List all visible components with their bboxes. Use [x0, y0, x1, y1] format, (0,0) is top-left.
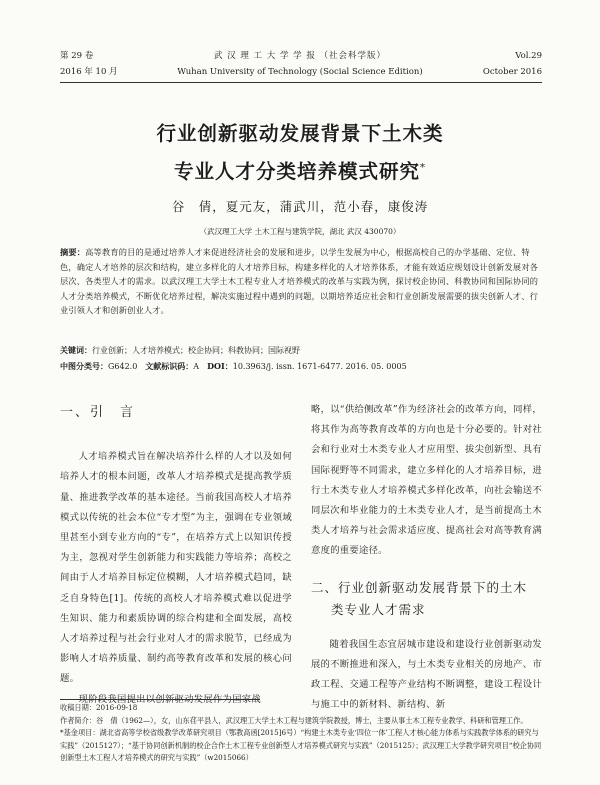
section-2-heading-line-2: 类专业人才需求	[331, 601, 426, 617]
received-date: 收稿日期：2016-09-18	[60, 703, 138, 712]
clc-code: G642.0	[108, 362, 138, 371]
abstract-text: 高等教育的目的是通过培养人才来促进经济社会的发展和进步，以学生发展为中心，根据高校自己的办学基础、定位、特色，确定人才培养的层次和结构，建立多样化的人才培养目标，构建多样化的人才培养体系，才能有效适应规划设计创新发展对各层次、各类型人才的需求。以武汉理工大学土木工程专业人才培养模式的改革与实践为例，探讨校企协同、科教协同和国际协同的人才分类培养模式，不断优化培养过程，解决实施过程中遇到的问题，以期培养适应社会和行业创新发展需要的拔尖创新人才、行业引领人才和创新创业人才。	[60, 247, 539, 316]
title-footnote-mark: *	[420, 162, 426, 174]
right-paragraph-2: 随着我国生态宜居城市建设和建设行业创新驱动发展的不断推进和深入，与土木类专业相关的房地产、市政工程、交通工程等产业结构不断调整，建设工程设计与施工中的新材料、新结构、新	[311, 638, 542, 711]
date-cn: 2016 年 10 月	[60, 67, 118, 77]
affiliation: （武汉理工大学 土木工程与建筑学院，湖北 武汉 430070）	[199, 227, 401, 236]
title-line-1: 行业创新驱动发展背景下土木类	[156, 122, 444, 145]
intro-paragraph-1: 人才培养模式旨在解决培养什么样的人才以及如何培养人才的根本问题，改革人才培养模式是提高教学质量、推进教学改革的基本途径。当前我国高校人才培养模式以传统的社会本位“专才型”为主，强调在专业领域里甚至小到专业方向的“专”，在培养方式上以知识传授为主，忽视对学生创新能力和实践能力等培养；高校之间由于人才培养目标定位模糊，人才培养模式趋同，缺乏自身特色[1]。传统的高校人才培养模式难以促进学生知识、能力和素质协调的综合构建和全面发展，高校人才培养过程与社会行业对人才的需求脱节，已经成为影响人才培养质量、制约高等教育改革和发展的核心问题。	[60, 451, 292, 685]
intro-paragraph-2: 现阶段我国提出以创新驱动发展作为国家战	[78, 693, 261, 705]
doi: 10.3963/j. issn. 1671-6477. 2016. 05. 0005	[232, 362, 407, 371]
right-column	[311, 400, 542, 715]
keywords: 行业创新；人才培养模式；校企协同；科教协同；国际视野	[92, 346, 300, 355]
author-bio: 作者简介：谷 倩（1962—），女，山东荏平县人，武汉理工大学土木工程与建筑学院教授，博士，主要从事土木工程专业教学、科研和管理工作。	[60, 715, 528, 725]
keywords-label: 关键词：	[60, 345, 92, 355]
left-column	[60, 403, 292, 710]
title-line-2-text: 专业人才分类培养模式研究	[173, 160, 420, 183]
date-en: October 2016	[482, 67, 542, 77]
author-list: 谷 倩，夏元友，蒲武川，范小春，康俊涛	[171, 199, 429, 214]
footnotes	[60, 702, 542, 765]
keywords-line	[60, 345, 542, 356]
title-line-2	[0, 156, 600, 184]
section-2-heading	[311, 577, 542, 621]
section-2-heading-line-1: 二、行业创新驱动发展背景下的土木	[311, 579, 528, 595]
abstract-label: 摘要：	[60, 247, 86, 257]
classification-line	[60, 361, 542, 372]
clc-label: 中图分类号：	[60, 361, 108, 371]
right-paragraph-1: 略，以“供给侧改革”作为经济社会的改革方向，同样，将其作为高等教育改革的方向也是十分必要的。针对社会和行业对土木类专业人才应用型、拔尖创新型、具有国际视野等不同需求，建立多样化的人才培养目标，进行土木类专业人才培养模式多样化改革，向社会输送不同层次和毕业能力的土木类专业人才，是当前提高土木类人才培养与社会需求适应度、提高社会对高等教育满意度的重要途径。	[311, 404, 542, 557]
journal-title-cn: 武 汉 理 工 大 学 学 报 （社会科学版）	[213, 51, 387, 61]
volume-cn: 第 29 卷	[60, 51, 94, 61]
doc-code: A	[193, 362, 200, 371]
doi-label: DOI：	[207, 361, 233, 371]
abstract	[60, 245, 542, 318]
header-rule	[60, 82, 542, 83]
volume-en: Vol.29	[515, 51, 542, 61]
section-1-heading: 一、引 言	[60, 405, 136, 420]
journal-title-en: Wuhan University of Technology (Social Science Edition)	[177, 67, 423, 77]
footnote-rule	[60, 699, 260, 700]
fund-info: *基金项目：湖北省高等学校省级教学改革研究项目（鄂教高函[2015]6号）“构建土木类专业‘四位一体’工程人才核心能力体系与实践教学体系的研究与实践”（2015127）；“基于协同创新机制的校企合作土木工程专业创新型人才培养模式研究与实践”（2015125）；武汉理工大学教学研究项目“校企协同创新型土木工程人才培养模式的研究与实践”（w2015066）	[60, 728, 542, 762]
doc-code-label: 文献标识码：	[145, 361, 194, 371]
